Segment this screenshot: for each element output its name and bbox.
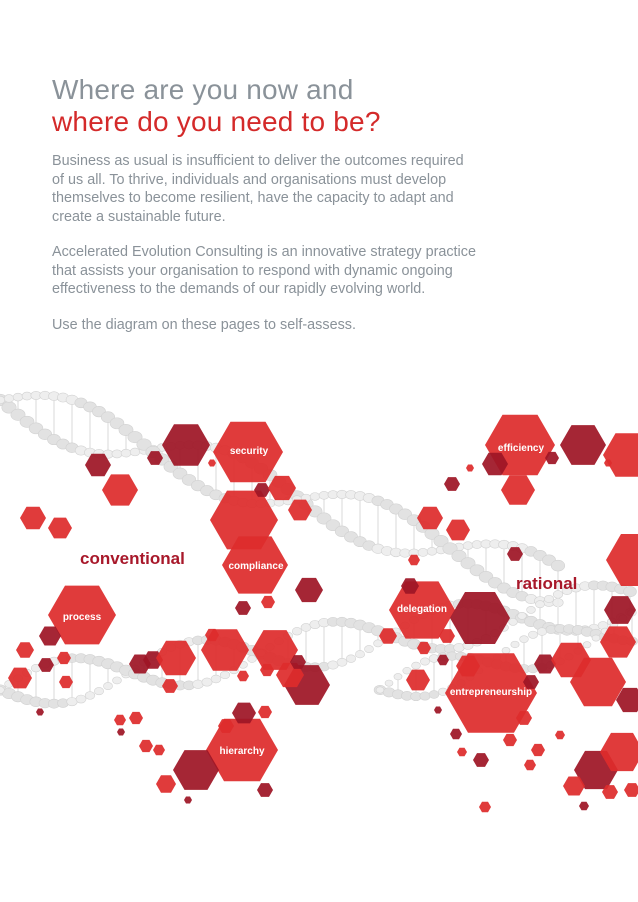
hexagon xyxy=(16,642,34,658)
helix-bead xyxy=(592,635,600,641)
hexagon xyxy=(606,534,638,586)
helix-bead xyxy=(319,491,329,499)
helix-bead xyxy=(511,641,519,648)
category-rational: rational xyxy=(516,574,578,593)
practice-line: that assists your organisation to respond with dynamic ongoing xyxy=(52,262,453,279)
practice-line: effectiveness to the demands of our rapidly evolving world. xyxy=(52,281,426,297)
helix-bead xyxy=(429,691,439,699)
helix-bead xyxy=(211,675,221,683)
heading-line-2: where do you need to be? xyxy=(52,106,381,137)
hexagon xyxy=(450,729,462,739)
hexagon xyxy=(501,475,535,504)
helix-bead xyxy=(527,606,536,613)
hexagon xyxy=(503,734,517,746)
helix-bead xyxy=(376,687,384,693)
helix-bead xyxy=(337,658,347,666)
helix-bead xyxy=(472,541,482,549)
hexagon xyxy=(444,477,460,491)
helix-bead xyxy=(301,623,311,631)
hexagon xyxy=(36,709,44,716)
hexagon xyxy=(20,507,46,530)
heading-line-1: Where are you now and xyxy=(52,74,354,105)
label-entrepreneurship: entrepreneurship xyxy=(449,687,533,698)
helix-bead xyxy=(202,678,212,686)
instruction-paragraph: Use the diagram on these pages to self-assess. xyxy=(52,317,356,333)
hexagon xyxy=(156,775,176,792)
hexagon xyxy=(466,465,474,472)
hexagon xyxy=(473,753,489,767)
helix-bead xyxy=(220,671,229,679)
helix-bead xyxy=(76,695,86,703)
hexagon-cluster xyxy=(8,415,638,813)
hexagon xyxy=(579,802,589,811)
helix-bead xyxy=(85,692,95,700)
hexagon xyxy=(624,783,638,797)
helix-bead xyxy=(113,677,122,684)
helix-bead xyxy=(528,631,537,638)
helix-bead xyxy=(364,645,373,652)
helix-bead xyxy=(103,682,112,689)
hexagon xyxy=(237,671,249,681)
helix-bead xyxy=(121,449,131,457)
helix-bead xyxy=(427,547,437,555)
hexagon xyxy=(48,518,72,539)
helix-bead xyxy=(22,392,32,400)
helix-bead xyxy=(551,560,565,571)
helix-bead xyxy=(4,395,14,403)
hexagon xyxy=(235,601,251,615)
label-security: security xyxy=(229,446,269,457)
helix-bead xyxy=(520,636,529,643)
helix-bead xyxy=(624,586,637,596)
helix-bead xyxy=(412,662,421,669)
helix-bead xyxy=(509,618,518,625)
hexagon xyxy=(479,802,491,812)
helix-bead xyxy=(385,680,393,686)
helix-bead xyxy=(310,493,320,501)
hexagon xyxy=(257,783,273,797)
hexagon xyxy=(139,740,153,752)
helix-bead xyxy=(248,655,257,662)
helix-bead xyxy=(420,658,429,665)
helix-bead xyxy=(429,655,439,663)
label-compliance: compliance xyxy=(228,561,284,572)
hexagon xyxy=(457,748,467,757)
helix-bead xyxy=(394,673,402,680)
label-efficiency: efficiency xyxy=(497,443,545,454)
helix-bead xyxy=(418,548,428,556)
hexagon xyxy=(555,731,565,740)
helix-bead xyxy=(463,542,473,550)
helix-bead xyxy=(13,393,23,401)
hexagon xyxy=(184,797,192,804)
label-hierarchy: hierarchy xyxy=(219,746,265,757)
hexagon xyxy=(434,707,442,714)
helix-bead xyxy=(130,448,140,456)
helix-bead xyxy=(537,628,547,636)
hexagon xyxy=(258,706,272,718)
helix-bead xyxy=(112,450,122,458)
hexagon xyxy=(531,744,545,756)
hexagon xyxy=(102,474,138,505)
practice-paragraph xyxy=(52,243,572,299)
intro-line: Business as usual is insufficient to deliver the outcomes required xyxy=(52,153,464,169)
hexagon xyxy=(603,433,638,476)
label-process: process xyxy=(62,612,102,623)
practice-line: Accelerated Evolution Consulting is an innovative strategy practice xyxy=(52,244,476,260)
helix-bead xyxy=(403,667,411,674)
helix-bead xyxy=(346,655,356,663)
label-delegation: delegation xyxy=(396,604,448,615)
hexagon xyxy=(261,596,275,608)
hexagon xyxy=(59,676,73,688)
hexagon xyxy=(408,555,420,565)
dna-diagram xyxy=(0,360,638,840)
intro-line: of us all. To thrive, individuals and organisations must develop xyxy=(52,171,447,188)
helix-bead xyxy=(518,612,527,619)
intro-paragraph xyxy=(52,152,572,226)
hexagon xyxy=(524,760,536,770)
page-heading xyxy=(52,74,381,138)
helix-bead xyxy=(292,627,302,635)
category-conventional: conventional xyxy=(80,549,185,568)
helix-bead xyxy=(355,650,364,657)
helix-bead xyxy=(502,647,510,653)
helix-bead xyxy=(420,692,430,700)
intro-line: themselves to become resilient, have the capacity to adapt and xyxy=(52,190,454,206)
helix-bead xyxy=(374,640,383,647)
intro-line: create a sustainable future. xyxy=(52,208,226,225)
hexagon xyxy=(295,578,323,602)
hexagon xyxy=(117,729,125,736)
hexagon xyxy=(129,712,143,724)
hexagon xyxy=(560,425,606,465)
hexagon xyxy=(114,715,126,725)
helix-bead xyxy=(94,687,103,694)
hexagon xyxy=(208,460,216,467)
helix-bead xyxy=(535,601,544,608)
helix-bead xyxy=(544,595,553,602)
helix-bead xyxy=(583,642,591,648)
hexagon xyxy=(446,520,470,541)
hexagon xyxy=(153,745,165,755)
